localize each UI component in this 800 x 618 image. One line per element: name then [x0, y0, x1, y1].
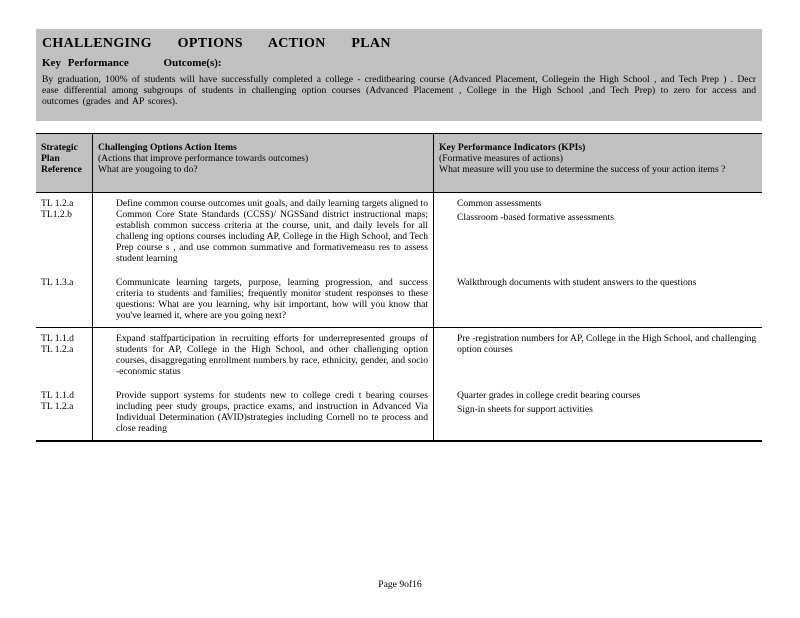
row-ref [36, 272, 92, 328]
table-row [36, 272, 762, 328]
kpi-text: Common assessments [457, 198, 542, 209]
row-kpis [434, 328, 762, 386]
header-ref-label: Strategic Plan Reference [41, 142, 82, 175]
ref-code: TL 1.3.a [41, 277, 74, 288]
table-row [36, 193, 762, 273]
ref-code: TL 1.2.a [41, 198, 74, 209]
outcome-label: Outcome(s): [163, 57, 222, 69]
row-kpis [434, 272, 762, 328]
row-action-item [92, 193, 433, 273]
row-action-item [92, 385, 433, 441]
header-kpis-title: Key Performance Indicators (KPIs) [439, 142, 586, 153]
bullet-icon [439, 198, 457, 209]
outcome-goal-text: By graduation, 100% of students will have successfully completed a college - creditbearing course (Advanced Placement, Collegein the High School , and Tech Prep ) . Decr ease differential among subgroups of students in challenging option courses (Advanced Placement , College in the High School ,and Tech Prep) to zero for access and outcomes (grades and AP scores). [42, 74, 756, 107]
ref-code: TL 1.2.a [41, 344, 74, 355]
row-kpis [434, 385, 762, 441]
key-performance-outcomes-label [42, 57, 756, 69]
ref-code: TL 1.1.d [41, 390, 74, 401]
table-row [36, 328, 762, 386]
kpo-label: Key Performance [42, 57, 129, 69]
table-row [36, 385, 762, 441]
row-ref [36, 385, 92, 441]
row-ref [36, 193, 92, 273]
kpi-text: Pre -registration numbers for AP, College in the High School, and challenging option courses [457, 333, 757, 355]
table-header-row [36, 134, 762, 193]
kpi-text: Quarter grades in college credit bearing courses [457, 390, 641, 401]
bullet-icon [439, 333, 457, 355]
bullet-icon [98, 198, 116, 264]
header-kpis-sub1: (Formative measures of actions) [439, 153, 563, 164]
header-action-items-title: Challenging Options Action Items [97, 142, 237, 153]
header-action-items-sub1: (Actions that improve performance towards outcomes) [97, 153, 309, 164]
ref-code: TL 1.2.a [41, 401, 74, 412]
header-kpis [434, 134, 762, 193]
header-action-items-sub2: What are yougoing to do? [97, 164, 198, 175]
ref-code: TL1.2.b [41, 209, 72, 220]
header-kpis-sub2: What measure will you use to determine the success of your action items ? [439, 164, 726, 175]
bullet-icon [98, 390, 116, 434]
row-action-item [92, 272, 433, 328]
action-item-text: Communicate learning targets, purpose, learning progression, and success criteria to students and families; frequently monitor student responses to these questions: What are you learning, why isit important, how will you know that you've learned it, where are you going next? [115, 277, 429, 321]
kpi-text: Walkthrough documents with student answers to the questions [457, 277, 697, 288]
row-action-item [92, 328, 433, 386]
action-item-text: Define common course outcomes unit goals, and daily learning targets aligned to Common Core State Standards (CCSS)/ NGSSand district instructional maps; establish common success criteria at the course, unit, and daily levels for all challeng ing options courses including AP, College in the High School, and Tech Prep course s , and use common summative and formativemeasu res to assess student learning [115, 198, 429, 264]
page-number: Page 9of16 [378, 579, 422, 590]
row-kpis [434, 193, 762, 273]
bullet-icon [439, 404, 457, 415]
bullet-icon [439, 212, 457, 223]
plan-header [36, 29, 762, 121]
page-title: CHALLENGING OPTIONS ACTION PLAN [42, 36, 391, 51]
ref-code: TL 1.1.d [41, 333, 74, 344]
row-ref [36, 328, 92, 386]
header-ref [36, 134, 92, 193]
bullet-icon [98, 277, 116, 321]
action-item-text: Expand staffparticipation in recruiting efforts for underrepresented groups of students for AP, College in the High School, and other challenging option courses, disaggregating enrollment numbers by race, ethnicity, gender, and socio -economic status [115, 333, 429, 377]
action-item-text: Provide support systems for students new to college credi t bearing courses including peer study groups, practice exams, and instruction in Advanced Via Individual Determination (AVID)strategies including Cornell no te process and close reading [115, 390, 429, 434]
header-action-items [92, 134, 433, 193]
kpi-text: Sign-in sheets for support activities [457, 404, 593, 415]
bullet-icon [439, 277, 457, 288]
bullet-icon [98, 333, 116, 377]
bullet-icon [439, 390, 457, 401]
action-plan-table [36, 133, 762, 442]
kpi-text: Classroom -based formative assessments [457, 212, 614, 223]
